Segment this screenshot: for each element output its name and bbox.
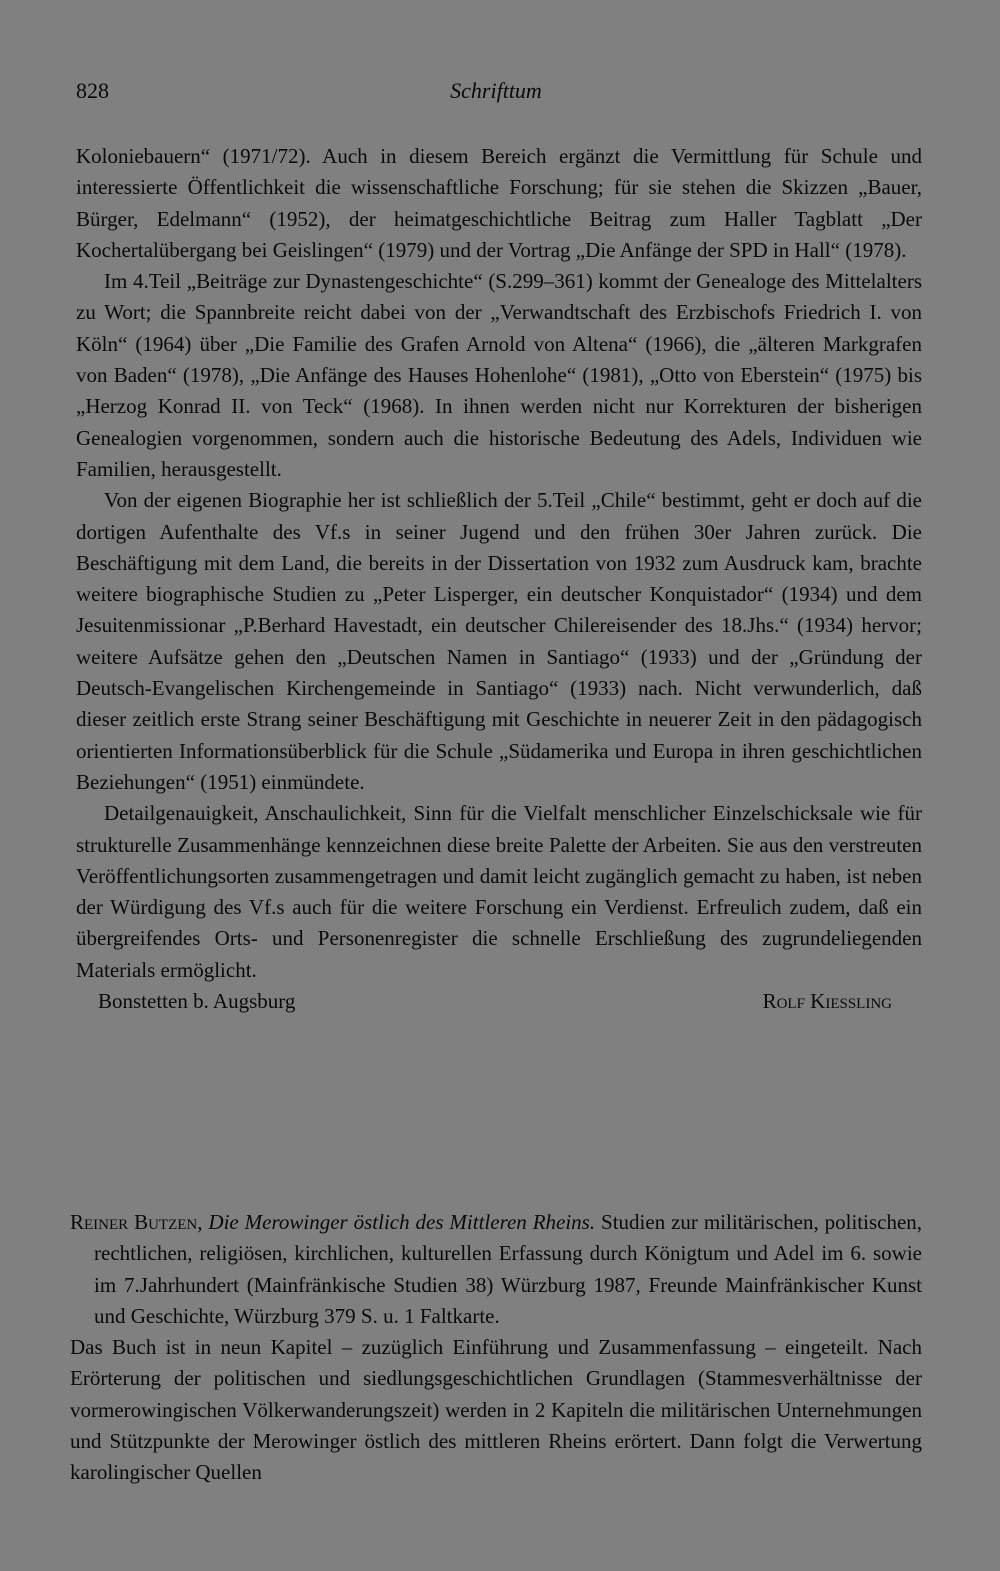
page-number: 828 <box>76 78 109 103</box>
paragraph-4: Detailgenauigkeit, Anschaulichkeit, Sinn für die Vielfalt menschlicher Einzelschicksale wie für strukturelle Zusammenhänge kennzeichnen diese breite Palette der Arbeiten. Sie aus den verstreuten Veröffentlichungsorten zusammengetragen und damit leicht zugänglich gemacht zu haben, ist neben der Würdigung des Vf.s auch für die weitere Forschung ein Verdienst. Erfreulich zudem, daß ein übergreifendes Orts- und Personenregister die schnelle Erschließung des zugrundeliegenden Materials ermöglicht. <box>76 801 922 982</box>
book-author: Reiner Butzen, <box>70 1210 203 1234</box>
running-head <box>70 78 922 110</box>
paragraph-2: Im 4.Teil „Beiträge zur Dynastengeschichte“ (S.299–361) kommt der Genealoge des Mittelalters zu Wort; die Spannbreite reicht dabei von der „Verwandtschaft des Erzbischofs Friedrich I. von Köln“ (1964) über „Die Familie des Grafen Arnold von Altena“ (1966), die „älteren Markgrafen von Baden“ (1978), „Die Anfänge des Hauses Hohenlohe“ (1981), „Otto von Eberstein“ (1975) bis „Herzog Konrad II. von Teck“ (1968). In ihnen werden nicht nur Korrekturen der bisherigen Genealogien vorgenommen, sondern auch die historische Bedeutung des Adels, Individuen wie Familien, herausgestellt. <box>76 269 922 481</box>
reviewer-name: Rolf Kiessling <box>762 989 892 1014</box>
review-butzen <box>70 1207 922 1489</box>
running-title: Schrifttum <box>450 78 542 103</box>
review-continuation <box>76 141 922 1017</box>
paragraph-1: Koloniebauern“ (1971/72). Auch in diesem Bereich ergänzt die Vermittlung für Schule und interessierte Öffentlichkeit die wissenschaftliche Forschung; für sie stehen die Skizzen „Bauer, Bürger, Edelmann“ (1952), der heimatgeschichtliche Beitrag zum Haller Tagblatt „Der Kochertalübergang bei Geislingen“ (1979) und der Vortrag „Die Anfänge der SPD in Hall“ (1978). <box>76 144 922 262</box>
paragraph-3: Von der eigenen Biographie her ist schließlich der 5.Teil „Chile“ bestimmt, geht er doch auf die dortigen Aufenthalte des Vf.s in seiner Jugend und den frühen 30er Jahren zurück. Die Beschäftigung mit dem Land, die bereits in der Dissertation von 1932 zum Ausdruck kam, brachte weitere biographische Studien zu „Peter Lisperger, ein deutscher Konquistador“ (1934) und dem Jesuitenmissionar „P.Berhard Havestadt, ein deutscher Chilereisender des 18.Jhs.“ (1934) hervor; weitere Aufsätze gehen den „Deutschen Namen in Santiago“ (1933) und der „Gründung der Deutsch-Evangelischen Kirchengemeinde in Santiago“ (1933) nach. Nicht verwunderlich, daß dieser zeitlich erste Strang seiner Beschäftigung mit Geschichte in neuerer Zeit in den pädagogisch orientierten Informationsüberblick für die Schule „Südamerika und Europa in ihren geschichtlichen Beziehungen“ (1951) einmündete. <box>76 488 922 794</box>
bibliography-entry <box>70 1207 922 1332</box>
bibliography-details: Studien zur militärischen, politischen, rechtlichen, religiösen, kirchlichen, kulturellen Erfassung durch Königtum und Adel im 6. sowie im 7.Jahrhundert (Mainfränkische Studien 38) Würzburg 1987, Freunde Mainfränkischer Kunst und Geschichte, Würzburg 379 S. u. 1 Faltkarte. <box>94 1210 923 1328</box>
book-title: Die Merowinger östlich des Mittleren Rheins. <box>208 1210 596 1234</box>
review-signature <box>76 986 922 1017</box>
reviewer-place: Bonstetten b. Augsburg <box>98 989 296 1014</box>
review-text: Das Buch ist in neun Kapitel – zuzüglich Einführung und Zusammenfassung – eingeteilt. Nach Erörterung der politischen und siedlungsgeschichtlichen Grundlagen (Stammesverhältnisse der vormerowingischen Völkerwanderungszeit) werden in 2 Kapiteln die militärischen Unternehmungen und Stützpunkte der Merowinger östlich des mittleren Rheins erörtert. Dann folgt die Verwertung karolingischer Quellen <box>70 1335 922 1485</box>
book-page <box>70 0 922 1571</box>
